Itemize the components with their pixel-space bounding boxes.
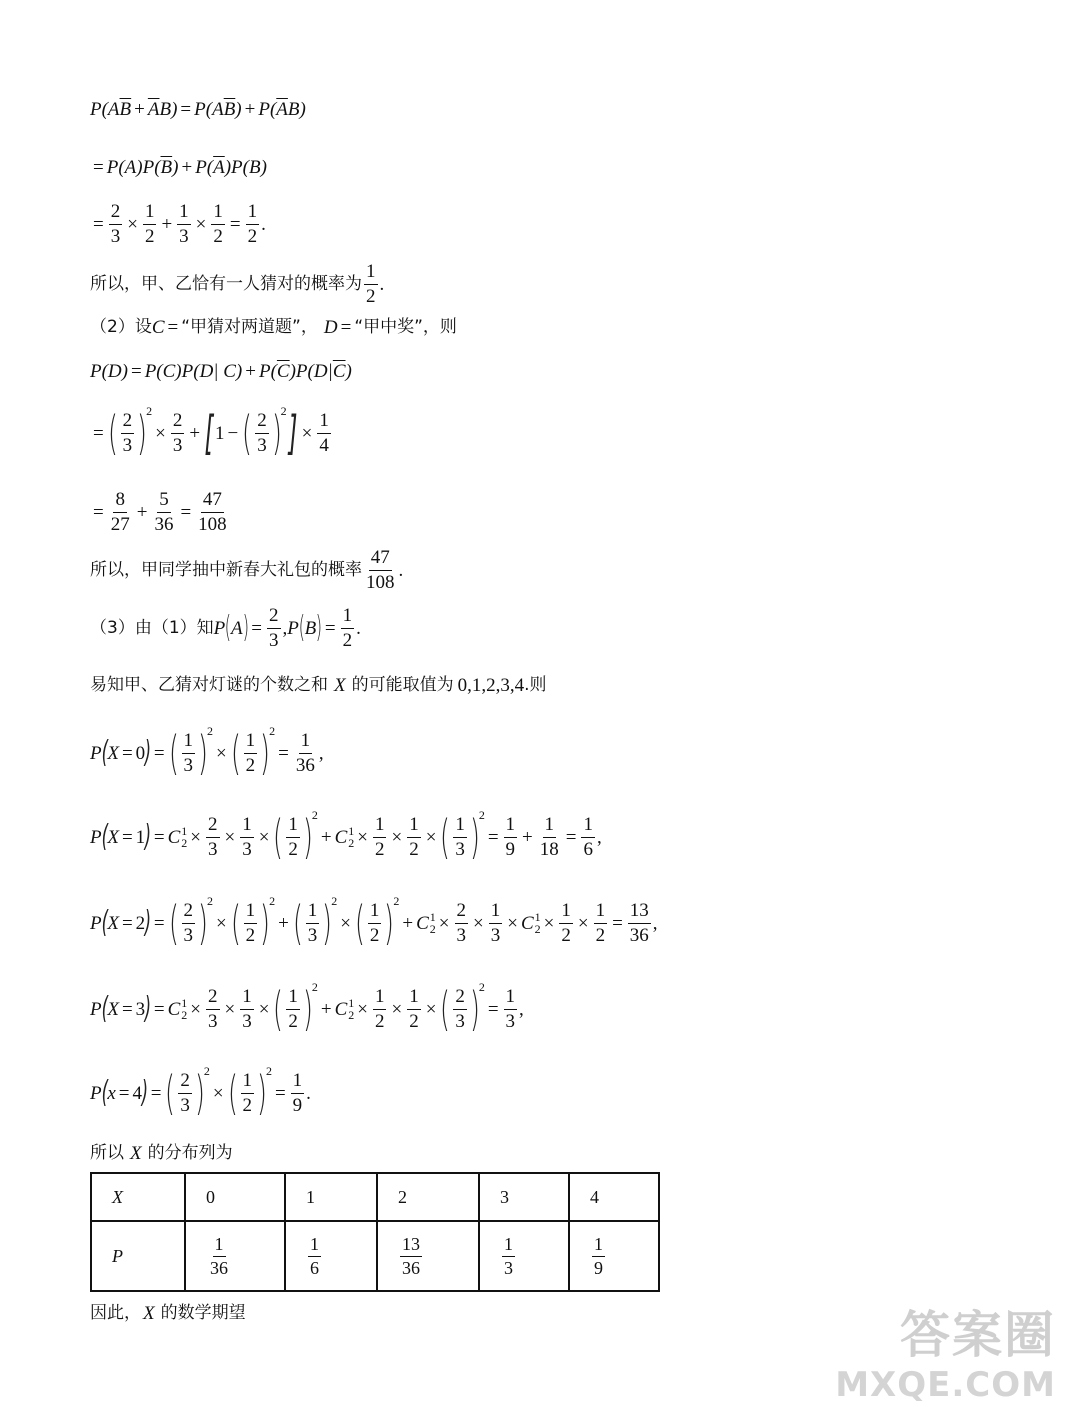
px0-formula: P ( X = 0 ) = ( $\frac{1}{3}$ ) 2 × ( $\frac{1}{2}$ ) 2 = $\frac{1}{36}$ , (90, 724, 324, 780)
part-3-heading: （3）由（1）知 P ( A ) = $\frac{2}{3}$ , P ( B ) = $\frac{1}{2}$ . (90, 605, 361, 651)
expectation-intro: 因此， X 的数学期望 (90, 1303, 246, 1324)
table-cell: X (91, 1173, 185, 1221)
table-cell: $\frac{1}{36}$ (185, 1221, 285, 1291)
watermark-logo (835, 1295, 1056, 1405)
watermark-top: 答案圈 (900, 1306, 1056, 1364)
formula-line-8: = $\frac{8}{27}$ + $\frac{5}{36}$ = $\frac{47}{108}$ (93, 489, 227, 535)
formula-line-1: P(A $\overline{B}$ + $\overline{A}$ B) = P(A $\overline{B}$ ) + P( $\overline{A}$ B) (90, 99, 306, 120)
conclusion-line-2: 所以，甲同学抽中新春大礼包的概率 $\frac{47}{108}$ . (90, 547, 404, 593)
formula-line-2: = P(A)P( $\overline{B}$ ) + P( $\overline{A}$ )P(B) (93, 157, 267, 178)
formula-line-3: = $\frac{2}{3}$ × $\frac{1}{2}$ + $\frac{1}{3}$ × $\frac{1}{2}$ = $\frac{1}{2}$ . (93, 201, 266, 247)
table-row (91, 1221, 659, 1291)
table-cell: 3 (479, 1173, 569, 1221)
px1-formula: P ( X = 1 ) = C 1 2 × $\frac{2}{3}$ × $\frac{1}{3}$ × ( $\frac{1}{2}$ ) 2 + C 1 2 × $\frac{1}{2}$ × $\frac{1}{2}$ × ( $\frac{1}{3}$ ) 2 = $\frac{1}{9}$ + $\frac{1}{18}$ = $\frac{1}{6}$ , (90, 808, 602, 864)
distribution-table (90, 1172, 660, 1292)
distribution-intro: 所以 X 的分布列为 (90, 1143, 233, 1164)
table-cell: $\frac{1}{9}$ (569, 1221, 659, 1291)
formula-line-7: = ( $\frac{2}{3}$ ) 2 × $\frac{2}{3}$ + [ 1 − ( $\frac{2}{3}$ ) 2 ] × $\frac{1}{4}$ (93, 404, 329, 460)
px4-formula: P ( x = 4 ) = ( $\frac{2}{3}$ ) 2 × ( $\frac{1}{2}$ ) 2 = $\frac{1}{9}$ . (90, 1064, 311, 1120)
values-line: 易知甲、乙猜对灯谜的个数之和 X 的可能取值为 0,1,2,3,4 .则 (90, 675, 547, 696)
conclusion-text-1: 所以，甲、乙恰有一人猜对的概率为 (90, 273, 362, 294)
part-2-heading: （2）设 C = “甲猜对两道题”， D = “甲中奖”，则 (90, 317, 457, 338)
table-cell: P (91, 1221, 185, 1291)
table-cell: 4 (569, 1173, 659, 1221)
table-cell: $\frac{13}{36}$ (377, 1221, 479, 1291)
table-cell: 0 (185, 1173, 285, 1221)
px2-formula: P ( X = 2 ) = ( $\frac{2}{3}$ ) 2 × ( $\frac{1}{2}$ ) 2 + ( $\frac{1}{3}$ ) 2 × ( $\frac{1}{2}$ ) 2 + C 1 2 × $\frac{2}{3}$ × $\frac{1}{3}$ × C 1 2 × $\frac{1}{2}$ × $\frac{1}{2}$ = $\frac{13}{36}$ , (90, 894, 658, 950)
table-cell: $\frac{1}{3}$ (479, 1221, 569, 1291)
table-cell: $\frac{1}{6}$ (285, 1221, 377, 1291)
watermark-bottom: MXQE.COM (835, 1365, 1056, 1405)
table-header-row (91, 1173, 659, 1221)
table-cell: 1 (285, 1173, 377, 1221)
conclusion-line-1: 所以，甲、乙恰有一人猜对的概率为 $\frac{1}{2}$ . (90, 261, 385, 307)
formula-line-6: P(D) = P(C)P(D| C) + P( $\overline{C}$ )P(D| $\overline{C}$ ) (90, 361, 352, 382)
px3-formula: P ( X = 3 ) = C 1 2 × $\frac{2}{3}$ × $\frac{1}{3}$ × ( $\frac{1}{2}$ ) 2 + C 1 2 × $\frac{1}{2}$ × $\frac{1}{2}$ × ( $\frac{2}{3}$ ) 2 = $\frac{1}{3}$ , (90, 980, 524, 1036)
table-cell: 2 (377, 1173, 479, 1221)
